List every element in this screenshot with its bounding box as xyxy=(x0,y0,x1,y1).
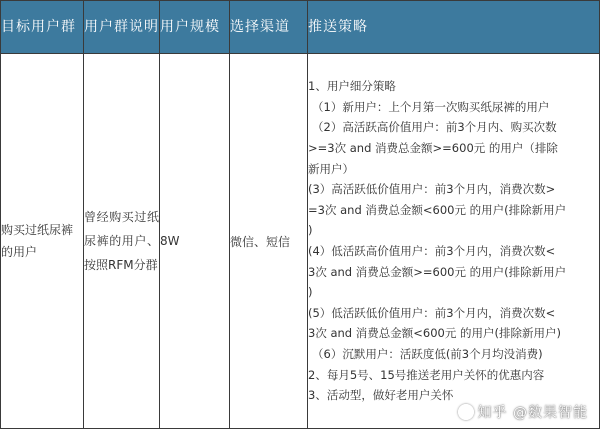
strategy-line: (5）低活跃低价值用户：前3个月内，消费次数< xyxy=(308,305,556,320)
zhihu-watermark xyxy=(458,402,588,422)
strategy-line: ) xyxy=(308,285,313,300)
strategy-line: （2）高活跃高价值用户：前3个月内、购买次数 xyxy=(312,120,557,135)
strategy-line: 3次 and 消费总金额<600元 的用户(排除新用户) xyxy=(308,326,561,341)
strategy-line: 3、活动型，做好老用户关怀 xyxy=(308,388,454,403)
cell-user-scale: 8W xyxy=(160,54,230,429)
strategy-line: (3）高活跃低价值用户：前3个月内，消费次数> xyxy=(308,182,556,197)
strategy-line: 2、每月5号、15号推送老用户关怀的优惠内容 xyxy=(308,367,545,382)
cell-channel: 微信、短信 xyxy=(230,54,308,429)
header-group-description: 用户群说明 xyxy=(84,1,160,54)
header-push-strategy: 推送策略 xyxy=(308,1,600,54)
strategy-line: （6）沉默用户：活跃度低(前3个月均没消费) xyxy=(312,346,543,361)
watermark-text: 知乎 @数果智能 xyxy=(477,405,588,421)
strategy-line: 3次 and 消费总金额>=600元 的用户(排除新用户 xyxy=(308,264,567,279)
strategy-line: 1、用户细分策略 xyxy=(308,79,396,94)
strategy-line: （1）新用户：上个月第一次购买纸尿裤的用户 xyxy=(312,99,550,114)
cell-target-group: 购买过纸尿裤的用户 xyxy=(1,54,84,429)
strategy-line: ) xyxy=(308,223,313,238)
header-target-group: 目标用户群 xyxy=(1,1,84,54)
cell-group-description: 曾经购买过纸尿裤的用户、按照RFM分群 xyxy=(84,54,160,429)
strategy-line: =3次 and 消费总金额<600元 的用户(排除新用户 xyxy=(308,202,567,217)
table-row xyxy=(1,54,600,429)
header-channel: 选择渠道 xyxy=(230,1,308,54)
strategy-line: >=3次 and 消费总金额>=600元 的用户（排除 xyxy=(308,141,558,156)
zhihu-logo-icon xyxy=(458,404,474,420)
cell-push-strategy xyxy=(308,54,600,429)
header-row xyxy=(1,1,600,54)
strategy-line: 新用户） xyxy=(308,161,354,176)
strategy-line: (4）低活跃高价值用户：前3个月内，消费次数< xyxy=(308,244,556,258)
header-user-scale: 用户规模 xyxy=(160,1,230,54)
